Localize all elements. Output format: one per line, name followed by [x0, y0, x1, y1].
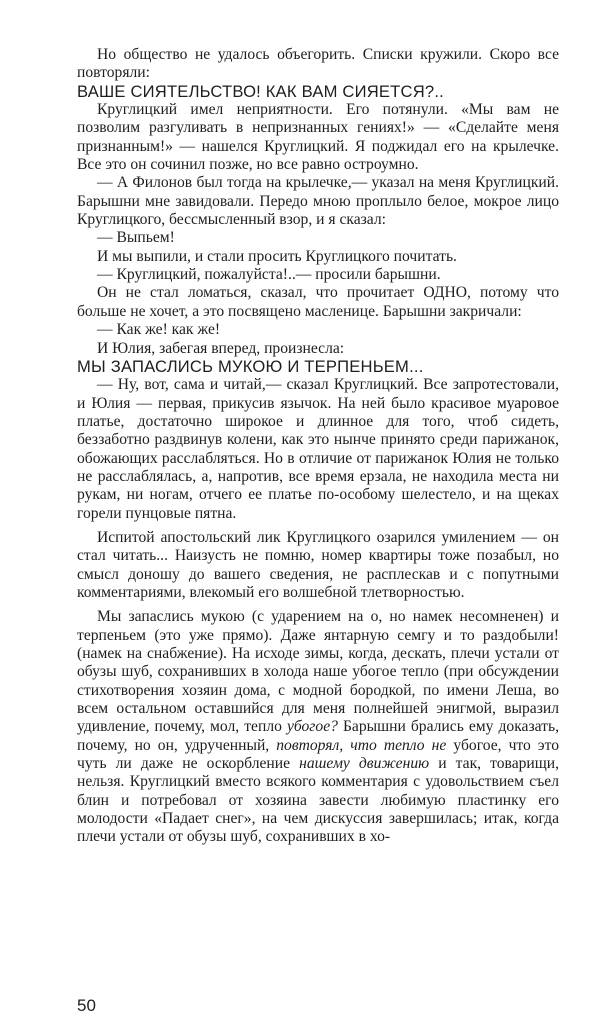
- verse-line: ВАШЕ СИЯТЕЛЬСТВО! КАК ВАМ СИЯЕТСЯ?..: [77, 81, 444, 101]
- italic-text: повторял, что тепло не: [276, 736, 447, 754]
- paragraph-text: Барышни брались ему доказать, почему, но он, удрученный,: [77, 718, 559, 754]
- italic-text: нашему движению: [299, 755, 430, 773]
- paragraph: Он не стал ломаться, сказал, что прочитает ОДНО, потому что больше не хочет, а это посвящено масленице. Барышни закричали:: [77, 284, 559, 320]
- dialogue-line: — Круглицкий, пожалуйста!..— просили барышни.: [97, 266, 441, 284]
- italic-text: убогое?: [286, 718, 338, 736]
- paragraph: [77, 608, 559, 846]
- paragraph: Круглицкий имел неприятности. Его потянули. «Мы вам не позволим разгуливать в непризнанных гениях!» — «Сделайте меня признанным!» — нашелся Круглицкий. Я поджидал его на крылечке. Все это он сочинил позже, но все равно остроумно.: [77, 101, 559, 174]
- page-number: 50: [77, 996, 96, 1015]
- paragraph: И Юлия, забегая вперед, произнесла:: [97, 339, 345, 357]
- dialogue-line: — Выпьем!: [97, 229, 175, 247]
- paragraph-text: и так, товарищи, нельзя. Круглицкий вместо всякого комментария с удовольствием съел блин и потребовал от хозяина завести любимую пластинку его молодости «Падает снег», на чем дискуссия завершилась; итак, когда плечи устали от обузы шуб, сохранивших в хо-: [77, 755, 560, 846]
- verse-line: МЫ ЗАПАСЛИСЬ МУКОЮ И ТЕРПЕНЬЕМ...: [77, 356, 424, 376]
- paragraph-text: Мы запаслись мукою (с ударением на о, но намек несомненен) и терпеньем (это уже прямо). Даже янтарную семгу и то раздобыли! (намек на снабжение). На исходе зимы, когда, дескать, плечи устали от обузы шуб, сохранивших в холода наше убогое тепло (при обсуждении стихотворения хозяин дома, с модной бородкой, по имени Леша, во всем остальном оставшийся для меня полнейшей энигмой, выразил удивление, почему, мол, тепло: [77, 608, 559, 736]
- paragraph: И мы выпили, и стали просить Круглицкого почитать.: [97, 247, 457, 265]
- page-body: [77, 46, 559, 847]
- paragraph: Испитой апостольский лик Круглицкого озарился умилением — он стал читать... Наизусть не помню, номер квартиры тоже позабыл, но смысл доношу до вашего сведения, не расплескав и с попутными комментариями, влекомый его волшебной тлетворностью.: [77, 528, 559, 601]
- paragraph: — А Филонов был тогда на крылечке,— указал на меня Круглицкий. Барышни мне завидовали. Передо мною проплыло белое, мокрое лицо Круглицкого, бессмысленный взор, и я сказал:: [77, 174, 559, 229]
- paragraph: Но общество не удалось объегорить. Списки кружили. Скоро все повторяли:: [77, 46, 559, 82]
- paragraph: — Ну, вот, сама и читай,— сказал Круглицкий. Все запротестовали, и Юлия — первая, прикусив язычок. На ней было красивое муаровое платье, достаточно широкое и длинное для того, чтоб сидеть, беззаботно раздвинув колени, как это нынче принято среди парижанок, обожающих расслабляться. Но в отличие от парижанок Юлия не только не расслаблялась, а, напротив, все время ерзала, не находила места ни рукам, ни ногам, отчего ее платье по-особому шелестело, и на щеках горели пунцовые пятна.: [77, 376, 559, 522]
- dialogue-line: — Как же! как же!: [97, 321, 221, 339]
- paragraph-text: убогое, что это чуть ли даже не оскорбление: [77, 736, 559, 773]
